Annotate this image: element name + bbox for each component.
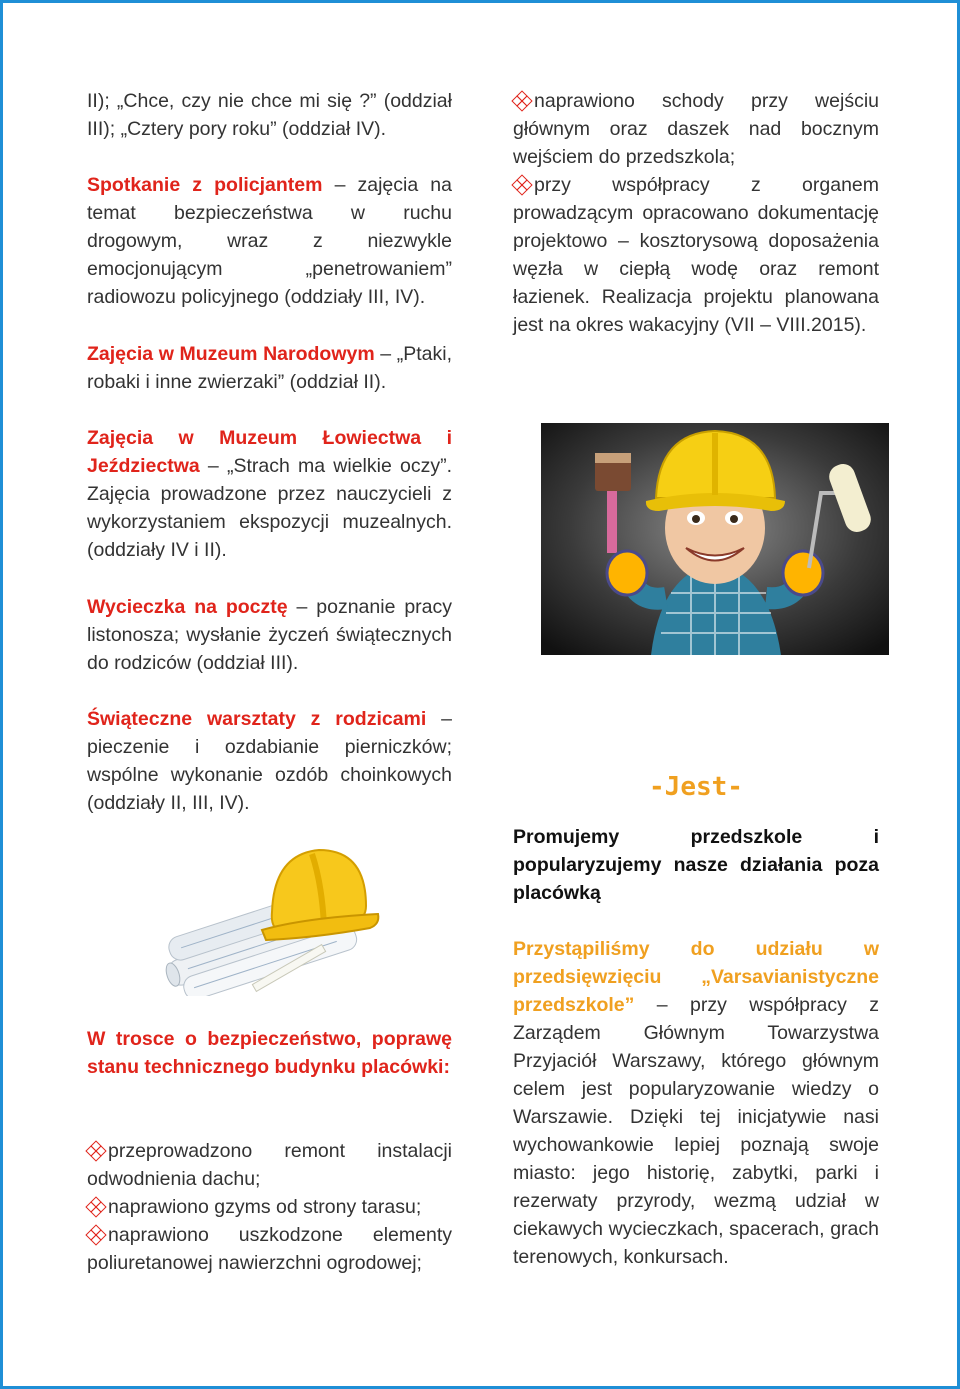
- diamond-cluster-bullet-icon: [87, 1142, 104, 1159]
- workshop-text: – pieczenie i ozdabianie pierniczków; wspólne wykonanie ozdób choinkowych (oddziały II, III, IV).: [87, 708, 453, 814]
- diamond-cluster-bullet-icon: [87, 1198, 104, 1215]
- safety-bullet-list: [87, 1137, 452, 1277]
- paragraph-text: II); „Chce, czy nie chce mi się ?” (oddział III); „Cztery pory roku” (oddział IV).: [87, 90, 452, 140]
- workshop-heading: Świąteczne warsztaty z rodzicami: [87, 708, 427, 730]
- paragraph-christmas-workshop: [87, 705, 452, 817]
- hunting-museum-text: – „Strach ma wielkie oczy”. Zajęcia prowadzone przez nauczycieli z wykorzystaniem ekspozycji muzealnych. (oddziały IV i II).: [87, 455, 452, 561]
- worker-photo: [541, 423, 889, 655]
- repairs-bullet-list: [513, 87, 879, 339]
- hunting-museum-heading: Zajęcia w Muzeum Łowiectwa i Jeździectwa: [87, 427, 452, 477]
- paragraph-police: [87, 171, 452, 311]
- hard-hat-photo: [154, 844, 386, 996]
- police-text: – zajęcia na temat bezpieczeństwa w ruchu drogowym, wraz z niezwykle emocjonującym „penetrowaniem” radiowozu policyjnego (oddziały III, IV).: [87, 174, 452, 308]
- repairs-bullet-item: przy współpracy z organem prowadzącym opracowano dokumentację projektowo – kosztorysową doposażenia węzła w ciepłą wodę oraz remont łazienek. Realizacja projektu planowana jest na okres wakacyjny (VII – VIII.2015).: [513, 174, 879, 336]
- police-heading: Spotkanie z policjantem: [87, 174, 323, 196]
- diamond-cluster-bullet-icon: [87, 1226, 104, 1243]
- paragraph-post-office: [87, 593, 452, 677]
- jest-heading: -Jest-: [649, 772, 743, 802]
- diamond-cluster-bullet-icon: [513, 92, 530, 109]
- post-office-text: – poznanie pracy listonosza; wysłanie życzeń świątecznych do rodziców (oddział III).: [87, 596, 452, 674]
- paragraph-varsavianistyczne: [513, 935, 879, 1271]
- project-text: – przy współpracy z Zarządem Głównym Towarzystwa Przyjaciół Warszawy, którego głównym celem jest popularyzowanie wiedzy o Warszawie. Dzięki tej inicjatywie nasi wychowankowie lepiej poznają swoje miasto: jego historię, zabytki, parki i rezerwaty przyrody, wezmą udział w ciekawych wycieczkach, spacerach, grach terenowych, konkursach.: [513, 994, 879, 1268]
- post-office-heading: Wycieczka na pocztę: [87, 596, 288, 618]
- diamond-cluster-bullet-icon: [513, 176, 530, 193]
- safety-heading: W trosce o bezpieczeństwo, poprawę stanu technicznego budynku placówki:: [87, 1028, 452, 1078]
- project-heading: Przystąpiliśmy do udziału w przedsięwzięciu „Varsavianistyczne przedszkole”: [513, 938, 879, 1016]
- national-museum-text: – „Ptaki, robaki i inne zwierzaki” (oddział II).: [87, 343, 452, 393]
- worker-with-paint-tools-image: [541, 423, 889, 655]
- paragraph-performances: [87, 87, 452, 143]
- safety-bullet-item: przeprowadzono remont instalacji odwodnienia dachu;: [87, 1140, 452, 1190]
- national-museum-heading: Zajęcia w Muzeum Narodowym: [87, 343, 375, 365]
- repairs-bullet-item: naprawiono schody przy wejściu głównym oraz daszek nad bocznym wejściem do przedszkola;: [513, 90, 879, 168]
- paragraph-national-museum: [87, 340, 452, 396]
- paragraph-hunting-museum: [87, 424, 452, 564]
- safety-bullet-item: naprawiono gzyms od strony tarasu;: [87, 1193, 452, 1221]
- safety-bullet-item: naprawiono uszkodzone elementy poliuretanowej nawierzchni ogrodowej;: [87, 1224, 452, 1274]
- promo-heading: Promujemy przedszkole i popularyzujemy nasze działania poza placówką: [513, 826, 879, 904]
- hard-hat-blueprints-image: [154, 844, 386, 996]
